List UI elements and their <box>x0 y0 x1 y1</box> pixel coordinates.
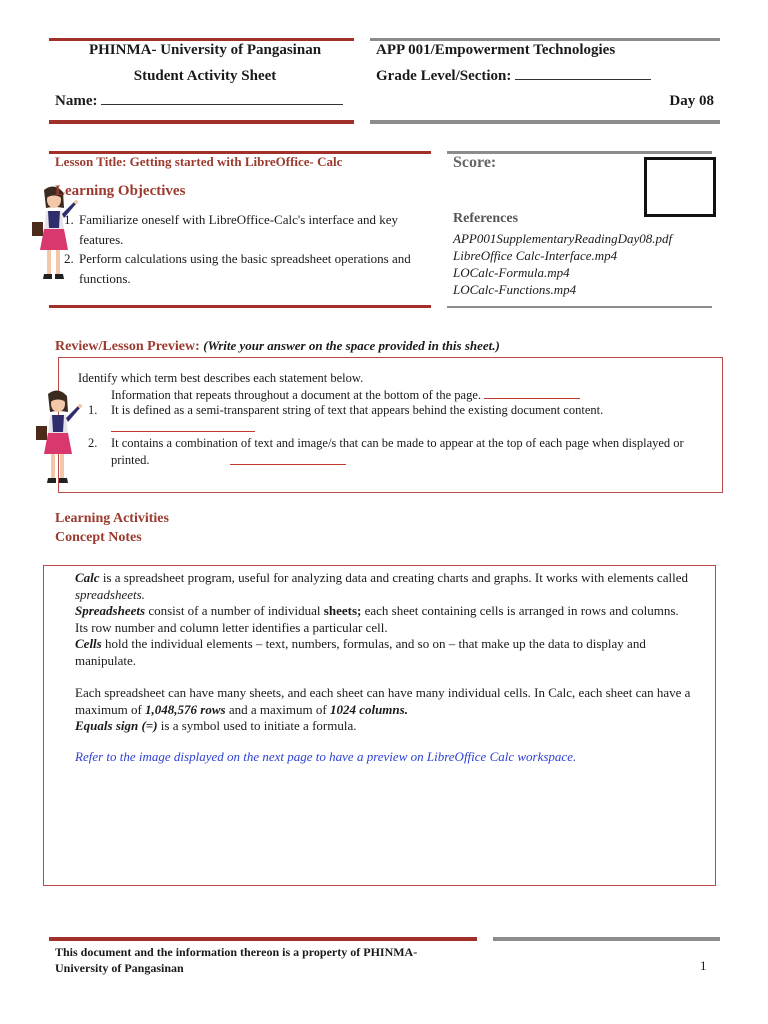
name-field[interactable] <box>55 93 343 110</box>
page-number: 1 <box>700 958 707 973</box>
objectives-list <box>55 210 425 288</box>
activities-heading: Learning Activities <box>55 511 169 526</box>
footer-bar-right <box>493 937 720 941</box>
teacher-illustration <box>30 378 86 500</box>
name-blank[interactable] <box>101 104 343 105</box>
grade-section-field[interactable] <box>376 68 651 85</box>
footer-bar-left <box>49 937 477 941</box>
day-label: Day 08 <box>669 93 714 109</box>
lesson-title: Lesson Title: Getting started with LibreOffice- Calc <box>55 154 343 169</box>
name-label: Name: <box>55 93 98 109</box>
reference-item: APP001SupplementaryReadingDay08.pdf <box>453 231 673 246</box>
review-item-number: 2. <box>88 436 98 450</box>
review-example-text: Information that repeats throughout a document at the bottom of the page. <box>111 388 482 402</box>
concept-paragraph: Cells hold the individual elements – text, numbers, formulas, and so on – that make up the data to display and manipulate. <box>75 636 646 668</box>
objective-item: 2. Perform calculations using the basic spreadsheet operations and functions. <box>77 249 425 288</box>
header-bottom-bar-left <box>49 120 354 124</box>
concept-paragraph: Spreadsheets consist of a number of individual sheets; each sheet containing cells is arranged in rows and columns. <box>75 603 679 618</box>
lesson-bottom-bar <box>49 305 431 308</box>
term-cells: Cells <box>75 636 102 651</box>
answer-blank-2[interactable] <box>230 452 346 465</box>
header-top-bar-right <box>370 38 720 41</box>
review-instruction: (Write your answer on the space provided in this sheet.) <box>203 338 500 353</box>
review-heading: Review/Lesson Preview: <box>55 339 200 354</box>
reference-item: LOCalc-Formula.mp4 <box>453 265 570 280</box>
grade-section-label: Grade Level/Section: <box>376 68 512 84</box>
course-title: APP 001/Empowerment Technologies <box>376 42 616 58</box>
concept-paragraph: Its row number and column letter identifies a particular cell. <box>75 619 388 635</box>
term-calc: Calc <box>75 570 100 585</box>
answer-blank-1[interactable] <box>111 419 255 432</box>
footer-text: This document and the information thereon is a property of PHINMA-University of Pangasinan <box>55 945 418 975</box>
concept-paragraph: Calc is a spreadsheet program, useful for analyzing data and creating charts and graphs. It works with elements called spreadsheets. <box>75 570 688 602</box>
score-label: Score: <box>453 154 497 171</box>
references-heading: References <box>453 211 519 226</box>
term-spreadsheets: Spreadsheets <box>75 603 146 618</box>
concept-notes-content <box>75 570 705 765</box>
header-bottom-bar-right <box>370 120 720 124</box>
review-intro: Identify which term best describes each statement below. <box>78 371 364 385</box>
reference-item: LOCalc-Functions.mp4 <box>453 282 577 297</box>
score-box[interactable] <box>644 157 716 217</box>
university-name: PHINMA- University of Pangasinan <box>88 42 322 58</box>
review-item-number: 1. <box>88 403 98 417</box>
concept-paragraph: Each spreadsheet can have many sheets, and each sheet can have many individual cells. In Calc, each sheet can have a maximum of 1,048,576 rows and a maximum of 1024 columns. <box>75 685 691 717</box>
grade-section-blank[interactable] <box>515 79 651 80</box>
reference-item: LibreOffice Calc-Interface.mp4 <box>453 248 618 263</box>
preview-note[interactable]: Refer to the image displayed on the next page to have a preview on LibreOffice Calc workspace. <box>75 748 577 764</box>
review-heading-line <box>55 338 500 355</box>
references-bottom-bar <box>447 306 712 308</box>
header-top-bar-left <box>49 38 354 41</box>
concept-notes-heading: Concept Notes <box>55 530 142 545</box>
objectives-heading: Learning Objectives <box>55 183 186 199</box>
term-equals: Equals sign (=) <box>75 718 158 733</box>
sheet-title: Student Activity Sheet <box>133 68 277 84</box>
review-example-blank[interactable] <box>484 386 580 399</box>
review-item: It is defined as a semi-transparent string of text that appears behind the existing document content. <box>111 403 604 417</box>
review-item: It contains a combination of text and image/s that can be made to appear at the top of each page when displayed or printed. <box>111 436 684 467</box>
concept-paragraph: Equals sign (=) is a symbol used to initiate a formula. <box>75 718 357 733</box>
objective-item: 1. Familiarize oneself with LibreOffice-Calc's interface and key features. <box>77 210 425 249</box>
